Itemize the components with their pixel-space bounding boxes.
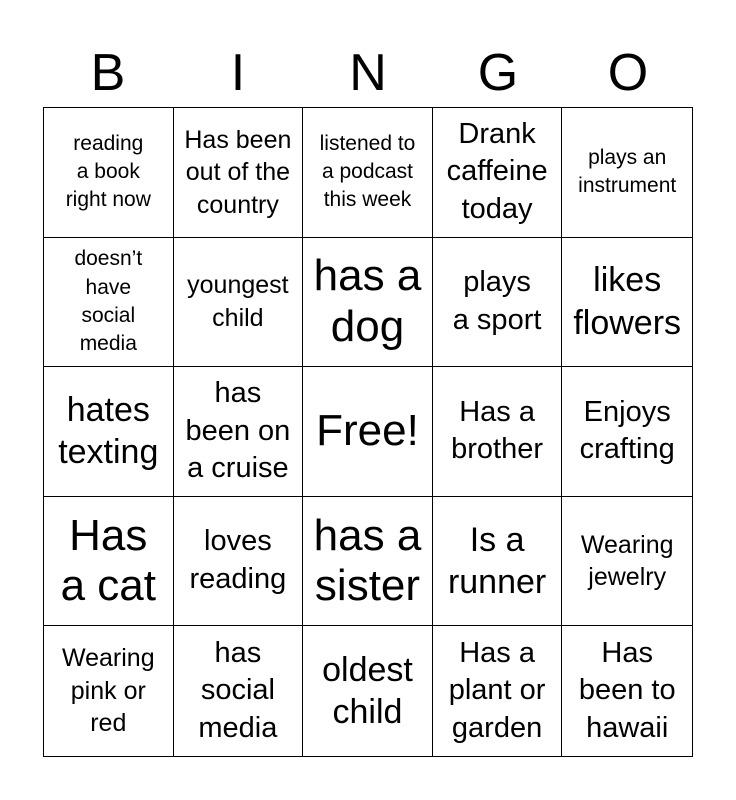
cell-label: Wearing pink or red: [61, 644, 155, 738]
bingo-cell-r2-c4[interactable]: [433, 238, 563, 368]
cell-label: Has a brother: [451, 395, 544, 466]
bingo-cell-r1-c5[interactable]: [562, 108, 692, 238]
bingo-cell-r3-c1[interactable]: [44, 367, 174, 497]
cell-label: Is a runner: [447, 520, 547, 602]
free-space: Free!: [316, 406, 419, 456]
bingo-cell-r1-c1[interactable]: [44, 108, 174, 238]
cell-label: Has been to hawaii: [578, 636, 676, 745]
cell-label: Drank caffeine today: [446, 117, 548, 226]
header-letter-o: O: [607, 44, 649, 102]
cell-label: Has a plant or garden: [448, 636, 546, 745]
bingo-cell-r1-c4[interactable]: [433, 108, 563, 238]
cell-label: listened to a podcast this week: [319, 131, 416, 212]
bingo-cell-r4-c1[interactable]: [44, 497, 174, 627]
bingo-cell-r5-c5[interactable]: [562, 626, 692, 756]
bingo-cell-r4-c4[interactable]: [433, 497, 563, 627]
header-letter-i: I: [230, 44, 246, 102]
cell-label: Has a cat: [60, 510, 156, 611]
bingo-cell-r2-c2[interactable]: [174, 238, 304, 368]
cell-label: reading a book right now: [65, 131, 151, 212]
cell-label: Wearing jewelry: [580, 530, 674, 592]
cell-label: has been on a cruise: [185, 376, 291, 485]
bingo-cell-r1-c2[interactable]: [174, 108, 304, 238]
bingo-board: [43, 107, 693, 757]
bingo-cell-r3-c4[interactable]: [433, 367, 563, 497]
header-letter-g: G: [477, 44, 519, 102]
header-letter-b: B: [90, 44, 126, 102]
bingo-cell-r2-c1[interactable]: [44, 238, 174, 368]
cell-label: has a dog: [313, 251, 422, 351]
header-letter-n: N: [349, 44, 387, 102]
cell-label: Enjoys crafting: [579, 395, 675, 466]
bingo-cell-r5-c3[interactable]: [303, 626, 433, 756]
cell-label: youngest child: [187, 271, 289, 332]
bingo-cell-r4-c2[interactable]: [174, 497, 304, 627]
cell-label: hates texting: [58, 390, 159, 472]
bingo-cell-r1-c3[interactable]: [303, 108, 433, 238]
cell-label: has social media: [198, 636, 278, 745]
cell-label: oldest child: [322, 650, 413, 732]
bingo-cell-r3-c3[interactable]: [303, 367, 433, 497]
cell-label: has a sister: [313, 510, 422, 611]
bingo-header: [43, 38, 693, 108]
bingo-cell-r5-c4[interactable]: [433, 626, 563, 756]
bingo-cell-r5-c2[interactable]: [174, 626, 304, 756]
bingo-cell-r3-c5[interactable]: [562, 367, 692, 497]
cell-label: doesn’t have social media: [74, 247, 143, 356]
cell-label: likes flowers: [573, 261, 682, 342]
bingo-cell-r4-c3[interactable]: [303, 497, 433, 627]
cell-label: Has been out of the country: [184, 125, 292, 219]
cell-label: plays a sport: [452, 266, 542, 336]
bingo-cell-r5-c1[interactable]: [44, 626, 174, 756]
bingo-cell-r3-c2[interactable]: [174, 367, 304, 497]
bingo-cell-r2-c5[interactable]: [562, 238, 692, 368]
bingo-cell-r4-c5[interactable]: [562, 497, 692, 627]
cell-label: plays an instrument: [578, 145, 677, 198]
cell-label: loves reading: [189, 525, 287, 596]
bingo-cell-r2-c3[interactable]: [303, 238, 433, 368]
